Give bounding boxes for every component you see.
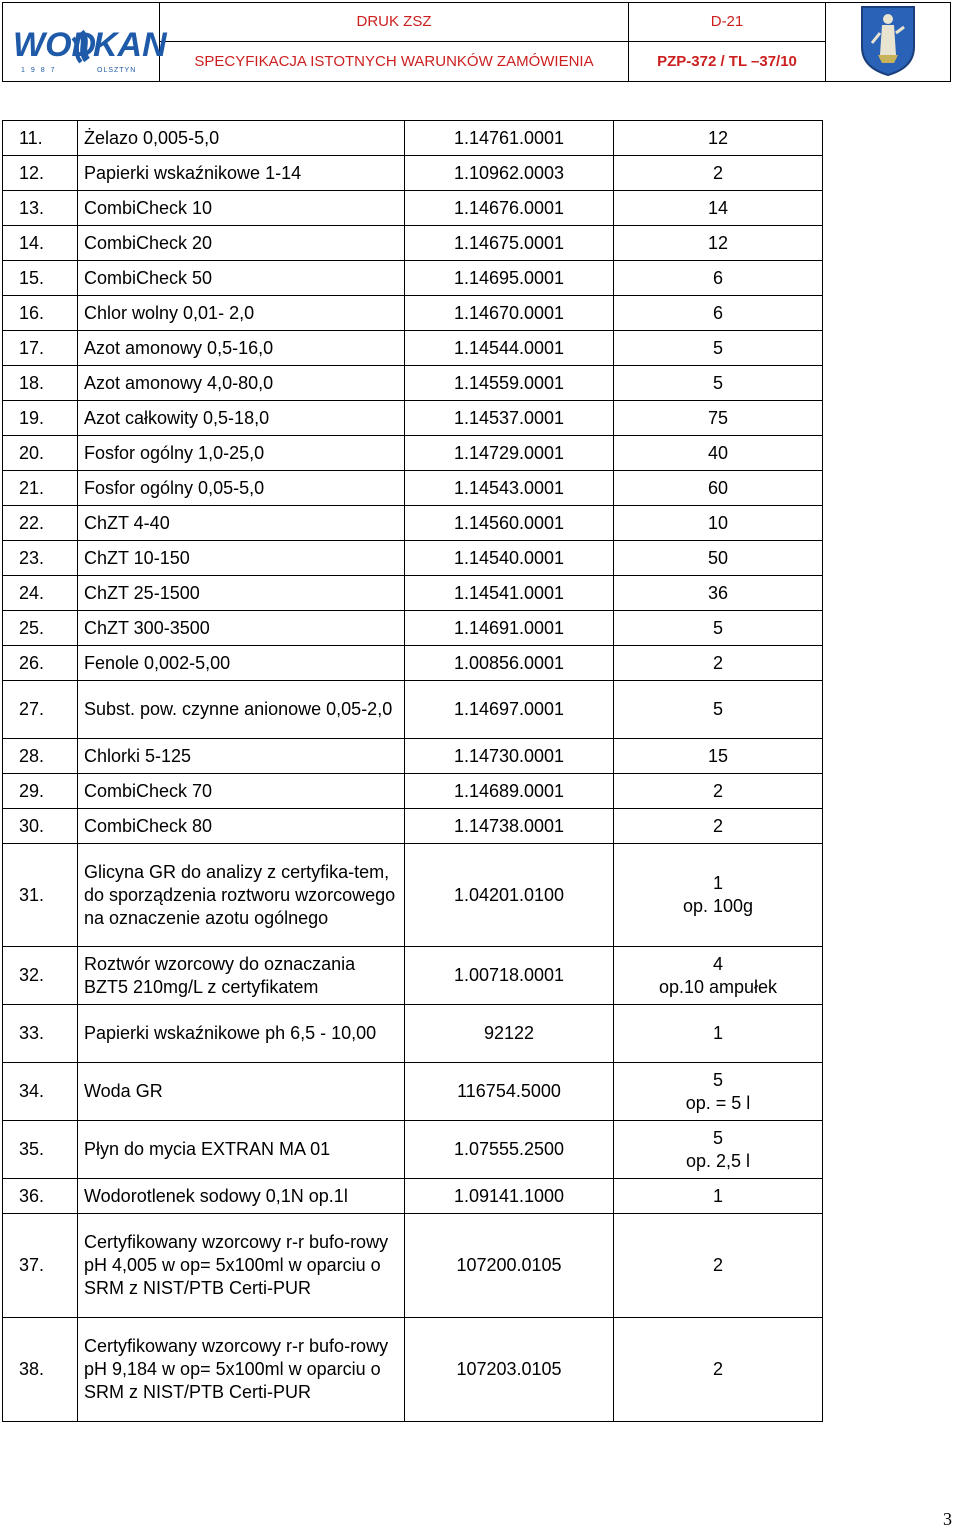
table-row [3, 1121, 823, 1179]
quantity-cell [614, 681, 823, 739]
quantity-cell [614, 296, 823, 331]
row-number: 13. [3, 191, 78, 226]
quantity-value: 12 [707, 232, 729, 253]
catalog-number: 1.14675.0001 [405, 226, 614, 261]
table-row [3, 541, 823, 576]
catalog-number: 1.14691.0001 [405, 611, 614, 646]
table-row [3, 809, 823, 844]
quantity-value: op.10 ampułek [658, 976, 778, 997]
item-name: CombiCheck 80 [78, 809, 405, 844]
quantity-value: 4 [712, 953, 723, 974]
item-name: CombiCheck 20 [78, 226, 405, 261]
quantity-cell [614, 261, 823, 296]
quantity-cell [614, 774, 823, 809]
quantity-value: 5 [712, 699, 723, 719]
quantity-value: 1 [712, 1023, 723, 1043]
item-name: Płyn do mycia EXTRAN MA 01 [78, 1121, 405, 1179]
doc-label: DRUK ZSZ [160, 3, 629, 42]
reference-number: PZP-372 / TL –37/10 [629, 41, 826, 81]
quantity-cell [614, 947, 823, 1005]
quantity-value: 40 [707, 442, 729, 463]
quantity-value: 2 [712, 162, 723, 183]
catalog-number: 1.14559.0001 [405, 366, 614, 401]
item-name: Żelazo 0,005-5,0 [78, 121, 405, 156]
table-row [3, 296, 823, 331]
doc-code: D-21 [629, 3, 826, 42]
row-number: 30. [3, 809, 78, 844]
row-number: 35. [3, 1121, 78, 1179]
item-name: Subst. pow. czynne anionowe 0,05-2,0 [78, 681, 405, 739]
catalog-number: 1.14730.0001 [405, 739, 614, 774]
item-name: Azot amonowy 0,5-16,0 [78, 331, 405, 366]
catalog-number: 1.00718.0001 [405, 947, 614, 1005]
item-name: CombiCheck 70 [78, 774, 405, 809]
row-number: 20. [3, 436, 78, 471]
quantity-value: op. = 5 l [685, 1092, 751, 1113]
row-number: 33. [3, 1005, 78, 1063]
quantity-value: 1 [712, 873, 723, 893]
quantity-cell [614, 156, 823, 191]
row-number: 38. [3, 1318, 78, 1422]
row-number: 15. [3, 261, 78, 296]
quantity-value: 5 [712, 1127, 723, 1148]
wodkan-logo-graphic [11, 12, 167, 74]
item-name: ChZT 10-150 [78, 541, 405, 576]
quantity-cell [614, 809, 823, 844]
quantity-cell [614, 226, 823, 261]
item-name: Fenole 0,002-5,00 [78, 646, 405, 681]
row-number: 16. [3, 296, 78, 331]
quantity-cell [614, 576, 823, 611]
row-number: 12. [3, 156, 78, 191]
quantity-value: 2 [712, 652, 723, 673]
document-header [0, 0, 960, 82]
item-name: Azot całkowity 0,5-18,0 [78, 401, 405, 436]
quantity-cell [614, 1063, 823, 1121]
row-number: 31. [3, 844, 78, 947]
table-row [3, 844, 823, 947]
table-row [3, 1214, 823, 1318]
svg-text:KAN: KAN [93, 26, 167, 64]
row-number: 25. [3, 611, 78, 646]
quantity-value: 6 [712, 302, 723, 323]
catalog-number: 1.04201.0100 [405, 844, 614, 947]
catalog-number: 1.14697.0001 [405, 681, 614, 739]
table-row [3, 1179, 823, 1214]
quantity-cell [614, 611, 823, 646]
table-row [3, 646, 823, 681]
catalog-number: 1.14738.0001 [405, 809, 614, 844]
row-number: 22. [3, 506, 78, 541]
item-name: Papierki wskaźnikowe ph 6,5 - 10,00 [78, 1005, 405, 1063]
quantity-cell [614, 1179, 823, 1214]
page-number: 3 [943, 1509, 952, 1529]
catalog-number: 107203.0105 [405, 1318, 614, 1422]
item-name: Papierki wskaźnikowe 1-14 [78, 156, 405, 191]
item-name: Woda GR [78, 1063, 405, 1121]
item-name: Roztwór wzorcowy do oznaczania BZT5 210mg/L z certyfikatem [78, 947, 405, 1005]
item-name: Fosfor ogólny 0,05-5,0 [78, 471, 405, 506]
quantity-value: 5 [712, 372, 723, 393]
table-row [3, 739, 823, 774]
catalog-number: 1.14670.0001 [405, 296, 614, 331]
table-row [3, 1318, 823, 1422]
quantity-value: 10 [707, 512, 729, 533]
header-table [2, 2, 951, 82]
logo-cell [3, 3, 167, 82]
catalog-number: 107200.0105 [405, 1214, 614, 1318]
wodkan-logo [11, 12, 167, 74]
spec-title: SPECYFIKACJA ISTOTNYCH WARUNKÓW ZAMÓWIENIA [160, 41, 629, 81]
row-number: 17. [3, 331, 78, 366]
table-row [3, 191, 823, 226]
quantity-value: op. 100g [682, 896, 754, 916]
row-number: 24. [3, 576, 78, 611]
catalog-number: 1.14544.0001 [405, 331, 614, 366]
catalog-number: 1.14541.0001 [405, 576, 614, 611]
crest-cell [826, 3, 951, 82]
svg-text:WOD: WOD [13, 26, 97, 64]
row-number: 21. [3, 471, 78, 506]
item-name: ChZT 25-1500 [78, 576, 405, 611]
quantity-value: 75 [707, 407, 729, 428]
items-table [2, 120, 823, 1422]
quantity-value: 1 [712, 1185, 723, 1206]
row-number: 27. [3, 681, 78, 739]
quantity-value: 5 [712, 617, 723, 638]
quantity-cell [614, 331, 823, 366]
quantity-cell [614, 1214, 823, 1318]
table-row [3, 261, 823, 296]
catalog-number: 1.14543.0001 [405, 471, 614, 506]
item-name: Chlor wolny 0,01- 2,0 [78, 296, 405, 331]
olsztyn-crest-icon [858, 3, 918, 77]
row-number: 34. [3, 1063, 78, 1121]
row-number: 18. [3, 366, 78, 401]
catalog-number: 1.14540.0001 [405, 541, 614, 576]
quantity-cell [614, 1121, 823, 1179]
table-row [3, 331, 823, 366]
quantity-cell [614, 401, 823, 436]
quantity-cell [614, 191, 823, 226]
item-name: ChZT 4-40 [78, 506, 405, 541]
item-name: ChZT 300-3500 [78, 611, 405, 646]
catalog-number: 1.07555.2500 [405, 1121, 614, 1179]
row-number: 26. [3, 646, 78, 681]
item-name: CombiCheck 10 [78, 191, 405, 226]
row-number: 36. [3, 1179, 78, 1214]
quantity-cell [614, 739, 823, 774]
table-row [3, 576, 823, 611]
quantity-value: 2 [712, 1359, 723, 1379]
quantity-cell [614, 646, 823, 681]
item-name: Certyfikowany wzorcowy r-r bufo-rowy pH 4,005 w op= 5x100ml w oparciu o SRM z NIST/PTB Certi-PUR [78, 1214, 405, 1318]
table-row [3, 1005, 823, 1063]
quantity-value: 14 [707, 197, 729, 218]
item-name: CombiCheck 50 [78, 261, 405, 296]
quantity-value: 2 [712, 780, 723, 801]
quantity-cell [614, 541, 823, 576]
table-row [3, 366, 823, 401]
item-name: Glicyna GR do analizy z certyfika-tem, do sporządzenia roztworu wzorcowego na oznaczenie azotu ogólnego [78, 844, 405, 947]
item-name: Fosfor ogólny 1,0-25,0 [78, 436, 405, 471]
items-table-body [3, 121, 823, 1422]
table-row [3, 121, 823, 156]
catalog-number: 1.09141.1000 [405, 1179, 614, 1214]
table-row [3, 156, 823, 191]
table-row [3, 506, 823, 541]
quantity-cell [614, 1318, 823, 1422]
catalog-number: 1.14761.0001 [405, 121, 614, 156]
quantity-value: 6 [712, 267, 723, 288]
row-number: 37. [3, 1214, 78, 1318]
catalog-number: 1.14676.0001 [405, 191, 614, 226]
catalog-number: 116754.5000 [405, 1063, 614, 1121]
catalog-number: 1.14695.0001 [405, 261, 614, 296]
table-row [3, 436, 823, 471]
svg-text:OLSZTYN: OLSZTYN [97, 67, 137, 74]
table-row [3, 1063, 823, 1121]
row-number: 23. [3, 541, 78, 576]
row-number: 14. [3, 226, 78, 261]
quantity-value: 5 [712, 337, 723, 358]
quantity-cell [614, 1005, 823, 1063]
item-name: Certyfikowany wzorcowy r-r bufo-rowy pH 9,184 w op= 5x100ml w oparciu o SRM z NIST/PTB Certi-PUR [78, 1318, 405, 1422]
catalog-number: 1.14689.0001 [405, 774, 614, 809]
quantity-cell [614, 366, 823, 401]
row-number: 19. [3, 401, 78, 436]
quantity-cell [614, 471, 823, 506]
quantity-value: 50 [707, 547, 729, 568]
quantity-value: 60 [707, 477, 729, 498]
quantity-value: 12 [707, 127, 729, 148]
quantity-cell [614, 506, 823, 541]
catalog-number: 1.14560.0001 [405, 506, 614, 541]
row-number: 29. [3, 774, 78, 809]
catalog-number: 1.14729.0001 [405, 436, 614, 471]
table-row [3, 226, 823, 261]
row-number: 32. [3, 947, 78, 1005]
quantity-cell [614, 121, 823, 156]
catalog-number: 1.00856.0001 [405, 646, 614, 681]
quantity-value: 2 [712, 815, 723, 836]
quantity-value: op. 2,5 l [685, 1150, 751, 1171]
catalog-number: 1.10962.0003 [405, 156, 614, 191]
quantity-value: 36 [707, 582, 729, 603]
table-row [3, 401, 823, 436]
table-row [3, 774, 823, 809]
table-row [3, 611, 823, 646]
row-number: 28. [3, 739, 78, 774]
row-number: 11. [3, 121, 78, 156]
quantity-value: 5 [712, 1069, 723, 1090]
quantity-cell [614, 844, 823, 947]
quantity-value: 15 [707, 745, 729, 766]
svg-text:1987: 1987 [21, 67, 61, 74]
item-name: Chlorki 5-125 [78, 739, 405, 774]
table-row [3, 471, 823, 506]
catalog-number: 1.14537.0001 [405, 401, 614, 436]
quantity-cell [614, 436, 823, 471]
catalog-number: 92122 [405, 1005, 614, 1063]
quantity-value: 2 [712, 1255, 723, 1275]
table-row [3, 947, 823, 1005]
table-row [3, 681, 823, 739]
item-name: Azot amonowy 4,0-80,0 [78, 366, 405, 401]
item-name: Wodorotlenek sodowy 0,1N op.1l [78, 1179, 405, 1214]
